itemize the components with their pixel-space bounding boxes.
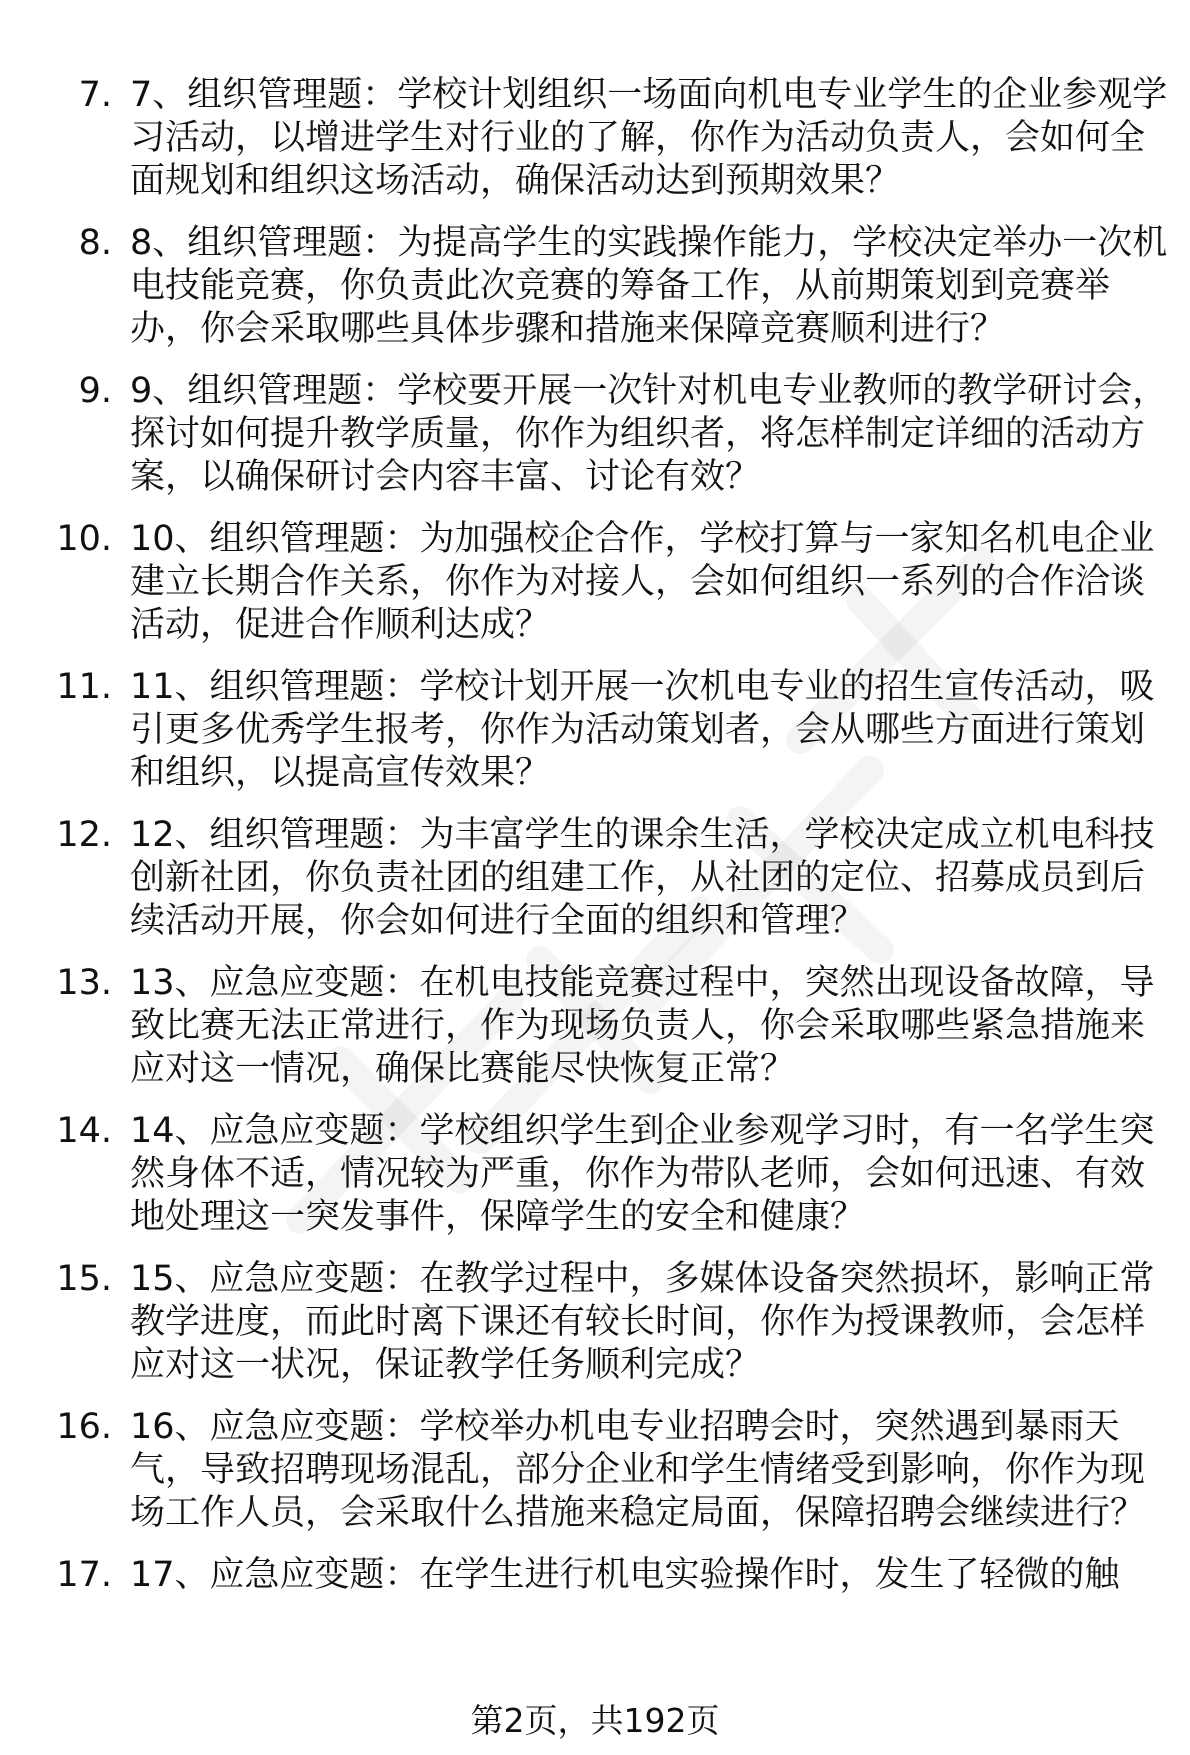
question-number: 16. [56,1407,112,1447]
question-number: 14. [56,1111,112,1151]
question-text: 17、应急应变题：在学生进行机电实验操作时，发生了轻微的触 [130,1555,1120,1595]
question-text: 16、应急应变题：学校举办机电专业招聘会时，突然遇到暴雨天气，导致招聘现场混乱，部分企业和学生情绪受到影响，你作为现场工作人员，会采取什么措施来稳定局面，保障招聘会继续进行？ [130,1407,1146,1533]
question-number: 12. [56,815,112,855]
question-item [0,666,1190,795]
question-number: 17. [56,1555,112,1595]
question-text: 9、组织管理题：学校要开展一次针对机电专业教师的教学研讨会，探讨如何提升教学质量，你作为组织者，将怎样制定详细的活动方案，以确保研讨会内容丰富、讨论有效？ [130,371,1168,497]
page-number-footer: 第2页，共192页 [470,1701,720,1740]
question-item [0,370,1190,499]
question-item [0,222,1190,351]
question-number: 8. [78,223,112,263]
question-item [0,1554,1190,1597]
question-number: 9. [78,371,112,411]
question-text: 12、组织管理题：为丰富学生的课余生活，学校决定成立机电科技创新社团，你负责社团的组建工作，从社团的定位、招募成员到后续活动开展，你会如何进行全面的组织和管理？ [130,815,1155,941]
question-item [0,1406,1190,1535]
question-text: 11、组织管理题：学校计划开展一次机电专业的招生宣传活动，吸引更多优秀学生报考，你作为活动策划者，会从哪些方面进行策划和组织，以提高宣传效果？ [130,667,1155,793]
question-number: 7. [78,75,112,115]
question-text: 8、组织管理题：为提高学生的实践操作能力，学校决定举办一次机电技能竞赛，你负责此次竞赛的筹备工作，从前期策划到竞赛举办，你会采取哪些具体步骤和措施来保障竞赛顺利进行？ [130,223,1168,349]
question-number: 11. [56,667,112,707]
question-text: 10、组织管理题：为加强校企合作，学校打算与一家知名机电企业建立长期合作关系，你作为对接人，会如何组织一系列的合作洽谈活动，促进合作顺利达成？ [130,519,1155,645]
question-number: 13. [56,963,112,1003]
question-number: 10. [56,519,112,559]
question-item [0,74,1190,203]
question-item [0,518,1190,647]
question-item [0,814,1190,943]
question-item [0,1110,1190,1239]
question-text: 7、组织管理题：学校计划组织一场面向机电专业学生的企业参观学习活动，以增进学生对行业的了解，你作为活动负责人，会如何全面规划和组织这场活动，确保活动达到预期效果？ [130,75,1168,201]
question-text: 14、应急应变题：学校组织学生到企业参观学习时，有一名学生突然身体不适，情况较为严重，你作为带队老师，会如何迅速、有效地处理这一突发事件，保障学生的安全和健康？ [130,1111,1155,1237]
question-list [0,74,1190,1616]
question-text: 13、应急应变题：在机电技能竞赛过程中，突然出现设备故障，导致比赛无法正常进行，作为现场负责人，你会采取哪些紧急措施来应对这一情况，确保比赛能尽快恢复正常？ [130,963,1155,1089]
question-item [0,962,1190,1091]
question-text: 15、应急应变题：在教学过程中，多媒体设备突然损坏，影响正常教学进度，而此时离下课还有较长时间，你作为授课教师，会怎样应对这一状况，保证教学任务顺利完成？ [130,1259,1155,1385]
question-number: 15. [56,1259,112,1299]
question-item [0,1258,1190,1387]
